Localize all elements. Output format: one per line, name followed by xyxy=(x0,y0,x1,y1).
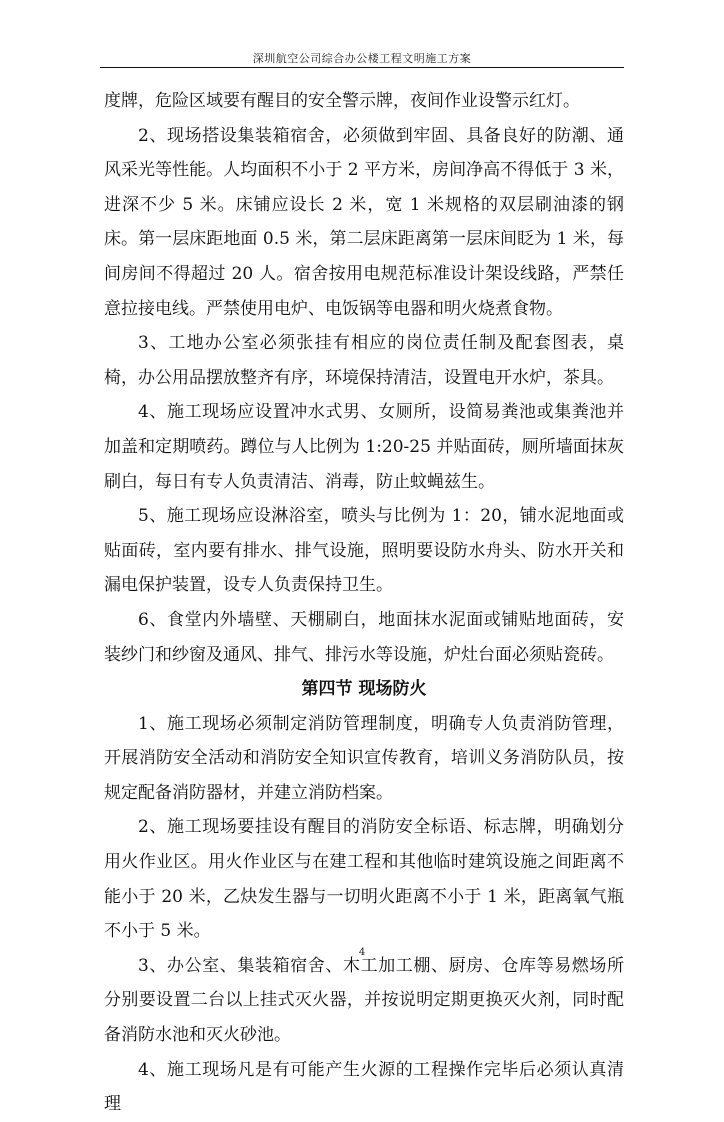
paragraph-continuation: 度牌，危险区域要有醒目的安全警示牌，夜间作业设警示红灯。 xyxy=(104,91,580,111)
running-header: 深圳航空公司综合办公楼工程文明施工方案 xyxy=(252,52,472,65)
page-number: 4 xyxy=(358,947,366,958)
section-heading: 第四节 现场防火 xyxy=(301,679,427,700)
paragraph-extinguishers: 3、办公室、集装箱宿舍、木工加工棚、厨房、仓库等易燃场所分别要设置二台以上挂式灭火器，并按说明定期更换灭火剂，同时配备消防水池和灭火砂池。 xyxy=(104,955,624,1046)
paragraph-fire-management: 1、施工现场必须制定消防管理制度，明确专人负责消防管理，开展消防安全活动和消防安全知识宣传教育，培训义务消防队员，按规定配备消防器材，并建立消防档案。 xyxy=(104,713,624,803)
paragraph-fire-signs: 2、施工现场要挂设有醒目的消防安全标语、标志牌，明确划分用火作业区。用火作业区与在建工程和其他临时建筑设施之间距离不能小于 20 米，乙炔发生器与一切明火距离不小于 1 米，距离氧气瓶不小于 5 米。 xyxy=(104,817,624,942)
paragraph-shower-room: 5、施工现场应设淋浴室，喷头与比例为 1：20，铺水泥地面或贴面砖，室内要有排水、排气设施，照明要设防水舟头、防水开关和漏电保护装置，设专人负责保持卫生。 xyxy=(104,506,624,596)
header-divider xyxy=(100,67,624,68)
paragraph-dormitory: 2、现场搭设集装箱宿舍，必须做到牢固、具备良好的防潮、通风采光等性能。人均面积不小于 2 平方米，房间净高不得低于 3 米，进深不少 5 米。床铺应设长 2 米，宽 1 米规格的双层刷油漆的钢床。第一层床距地面 0.5 米，第二层床距离第一层床间眨为 1 米，每间房间不得超过 20 人。宿舍按用电规范标准设计架设线路，严禁任意拉接电线。严禁使用电炉、电饭锅等电器和明火烧煮食物。 xyxy=(104,125,624,319)
document-body xyxy=(104,84,624,1122)
paragraph-cleanup: 4、施工现场凡是有可能产生火源的工程操作完毕后必须认真清理 xyxy=(104,1059,624,1115)
paragraph-canteen: 6、食堂内外墙壁、天棚刷白，地面抹水泥面或铺贴地面砖，安装纱门和纱窗及通风、排气、排污水等设施，炉灶台面必须贴瓷砖。 xyxy=(104,609,624,665)
paragraph-toilets: 4、施工现场应设置冲水式男、女厕所，设简易粪池或集粪池并加盖和定期喷药。蹲位与人比例为 1:20-25 并贴面砖，厕所墙面抹灰刷白，每日有专人负责清洁、消毒，防止蚊蝇兹生。 xyxy=(104,402,624,492)
paragraph-site-office: 3、工地办公室必须张挂有相应的岗位责任制及配套图表，桌椅，办公用品摆放整齐有序，环境保持清洁，设置电开水炉，茶具。 xyxy=(104,333,624,388)
